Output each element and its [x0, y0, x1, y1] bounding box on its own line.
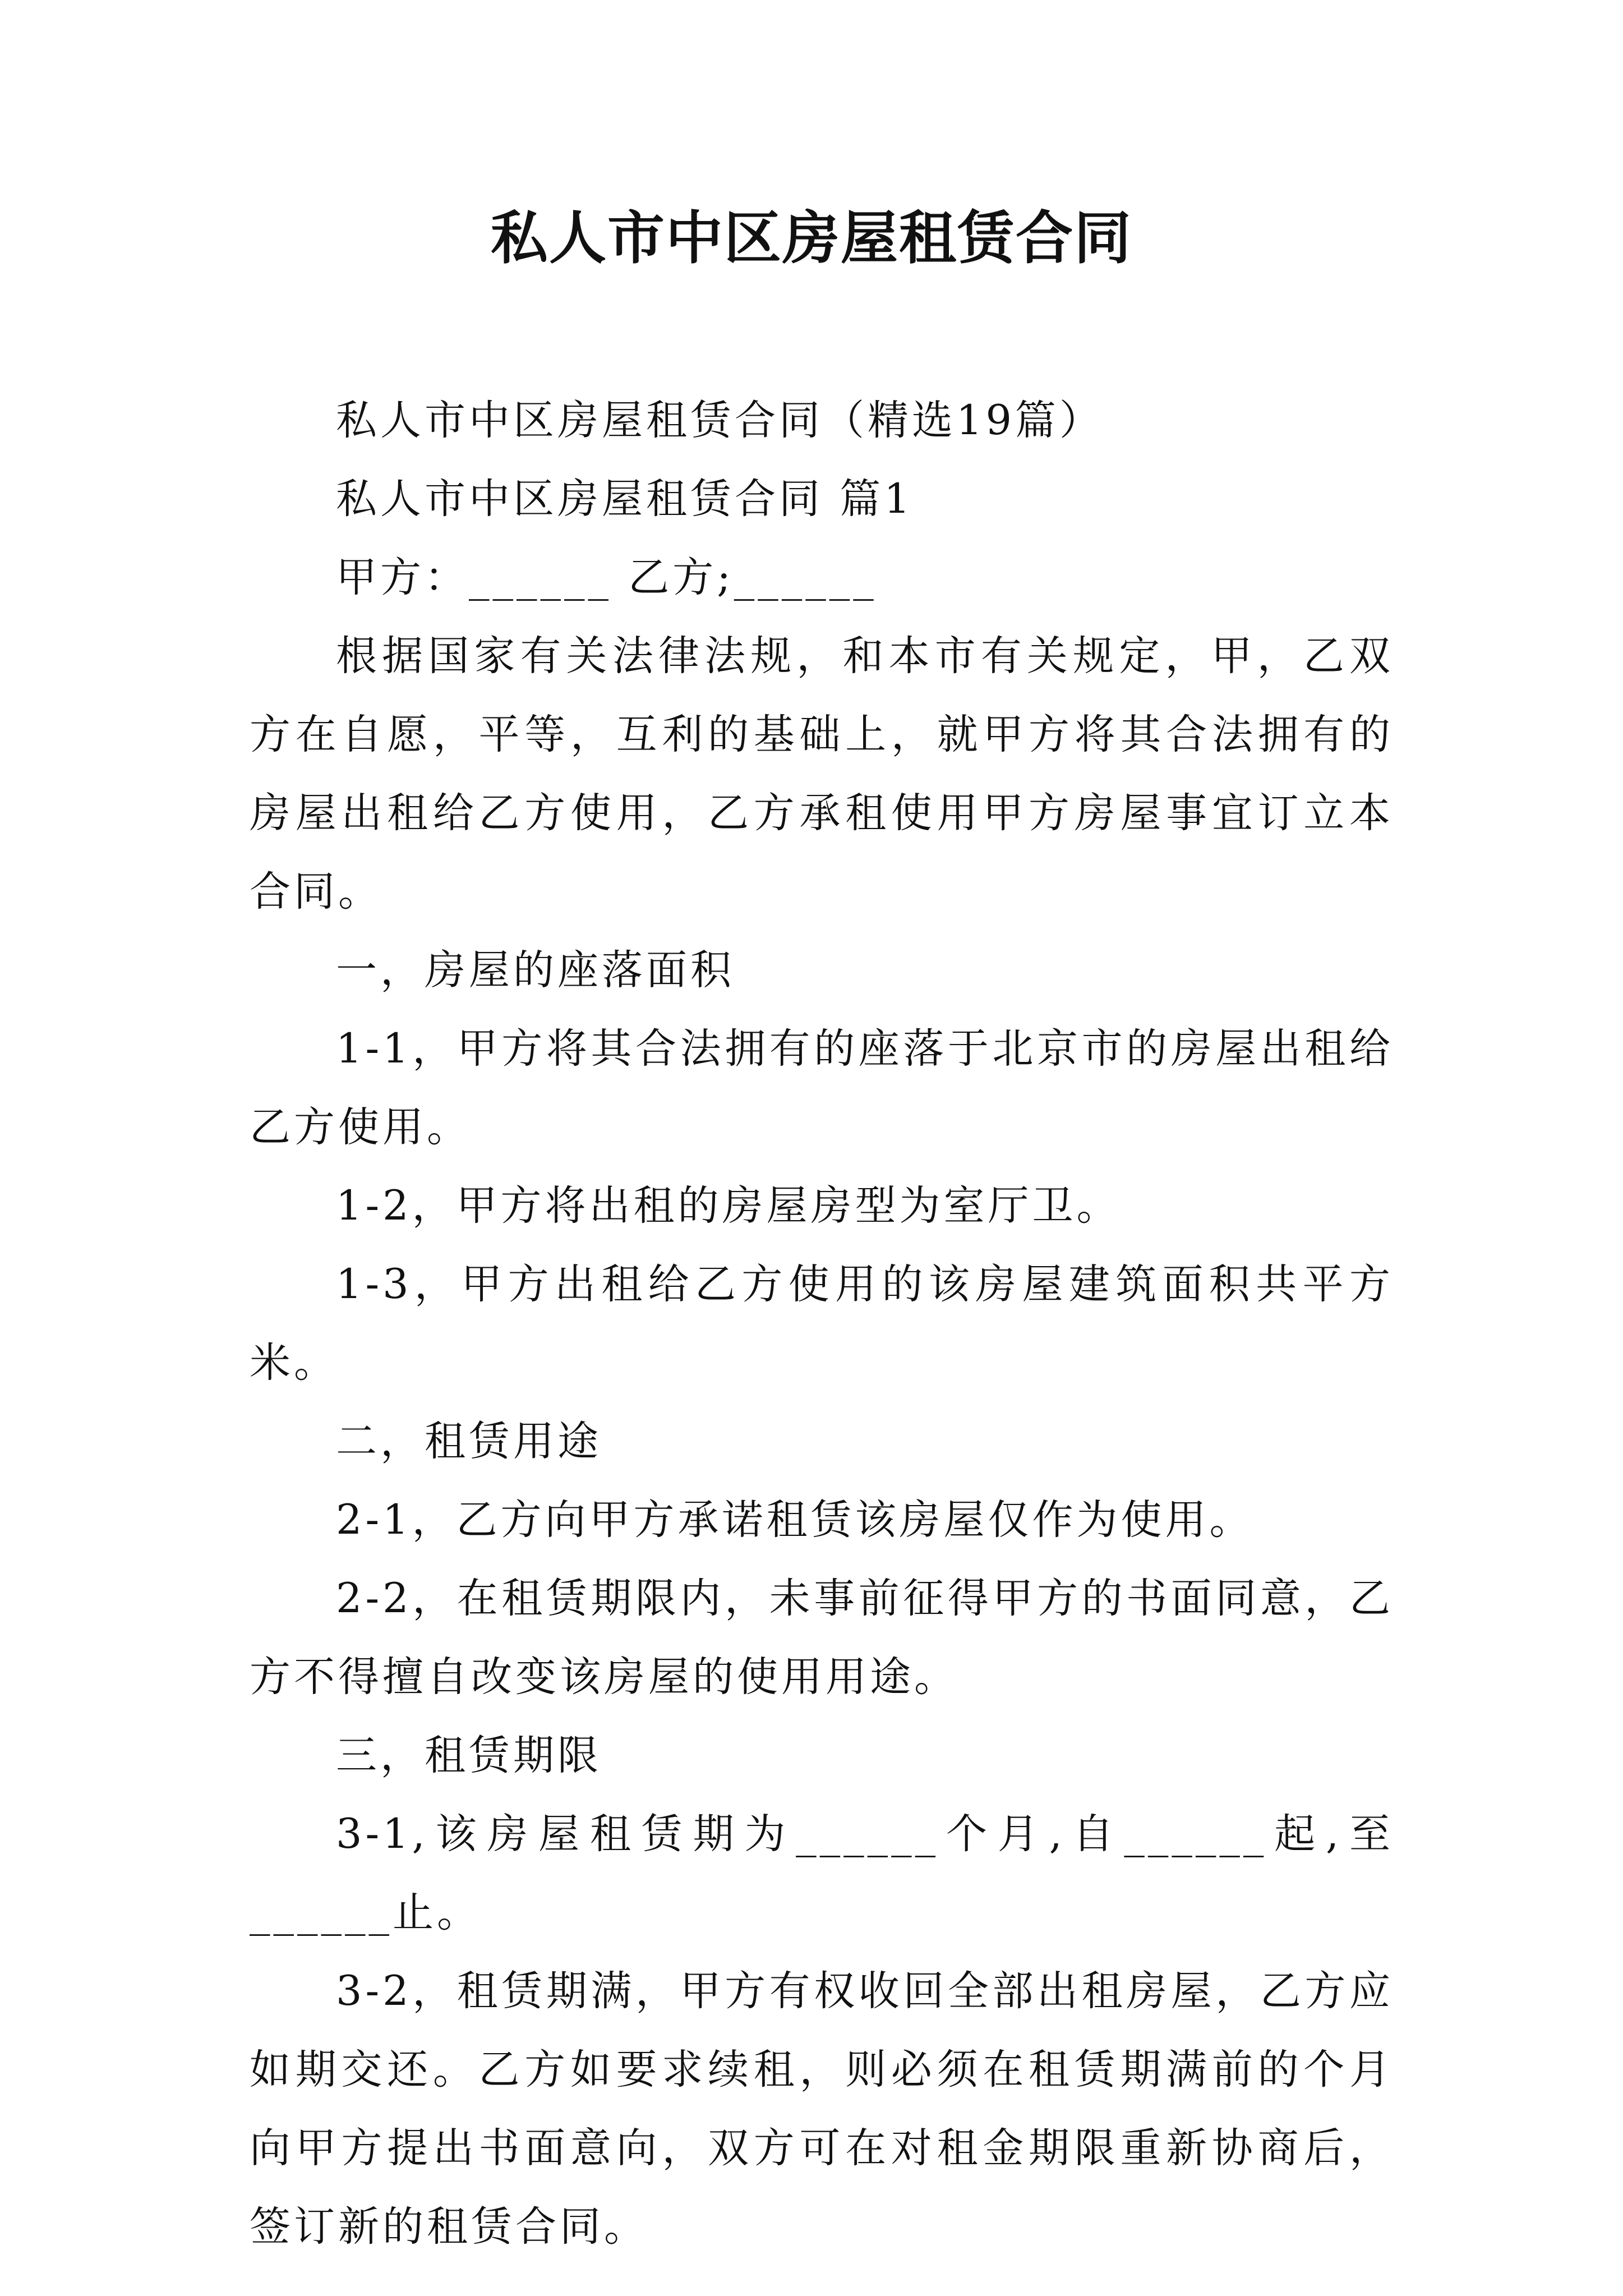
clause-2-2: 2-2，在租赁期限内，未事前征得甲方的书面同意，乙方不得擅自改变该房屋的使用用途。: [250, 1575, 1394, 1701]
subtitle-line: 私人市中区房屋租赁合同（精选19篇）: [336, 397, 1104, 444]
clause-1-2: 1-2，甲方将出租的房屋房型为室厅卫。: [336, 1182, 1121, 1230]
clause-2-1: 2-1，乙方向甲方承诺租赁该房屋仅作为使用。: [336, 1496, 1254, 1544]
section-label: 私人市中区房屋租赁合同 篇1: [336, 475, 914, 523]
parties-line: 甲方：______ 乙方;______: [336, 554, 877, 601]
preamble-paragraph: 根据国家有关法律法规，和本市有关规定，甲，乙双方在自愿，平等，互利的基础上，就甲方将其合法拥有的房屋出租给乙方使用，乙方承租使用甲方房屋事宜订立本合同。: [250, 632, 1394, 915]
clause-heading-1: 一，房屋的座落面积: [336, 946, 735, 994]
document-title: 私人市中区房屋租赁合同: [491, 205, 1132, 272]
clause-3-2: 3-2，租赁期满，甲方有权收回全部出租房屋，乙方应如期交还。乙方如要求续租，则必须在租赁期满前的个月向甲方提出书面意向，双方可在对租金期限重新协商后，签订新的租赁合同。: [250, 1967, 1394, 2251]
clause-1-1: 1-1，甲方将其合法拥有的座落于北京市的房屋出租给乙方使用。: [250, 1025, 1394, 1151]
document-body: [250, 381, 1394, 2266]
clause-heading-2: 二，租赁用途: [336, 1418, 602, 1465]
clause-3-1: 3-1,该房屋租赁期为______个月,自______起,至______止。: [250, 1810, 1394, 1936]
clause-1-3: 1-3，甲方出租给乙方使用的该房屋建筑面积共平方米。: [250, 1260, 1394, 1387]
clause-heading-3: 三，租赁期限: [336, 1732, 602, 1779]
